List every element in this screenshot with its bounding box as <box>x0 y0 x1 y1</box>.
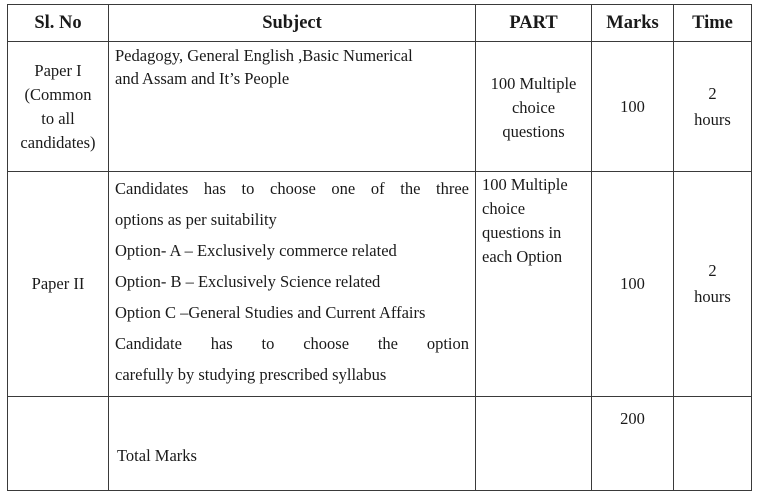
header-row <box>8 5 752 42</box>
cell-line: choice <box>482 199 526 218</box>
cell-line: Candidates has to choose one of the three <box>115 179 469 198</box>
cell-line: hours <box>694 287 731 306</box>
table-row-total <box>8 397 752 491</box>
cell-line: (Common <box>24 84 92 104</box>
cell-marks: 100 <box>592 42 674 172</box>
cell-line: to all <box>41 108 75 128</box>
cell-part <box>476 172 592 397</box>
header-time: Time <box>674 5 752 42</box>
cell-line: questions in <box>482 223 562 242</box>
table-row-paper-2 <box>8 172 752 397</box>
cell-line: Pedagogy, General English ,Basic Numerical <box>115 46 413 65</box>
cell-sl-no <box>8 397 109 491</box>
table-row-paper-1 <box>8 42 752 172</box>
cell-line: 100 Multiple <box>482 175 568 194</box>
cell-part <box>476 42 592 172</box>
exam-pattern-table <box>7 4 752 491</box>
cell-line: 100 Multiple <box>490 73 577 93</box>
cell-sl-no: Paper II <box>8 172 109 397</box>
cell-line: Option C –General Studies and Current Affairs <box>115 303 426 322</box>
header-sl-no: Sl. No <box>8 5 109 42</box>
cell-line: Candidate has to choose the option <box>115 334 469 353</box>
cell-line: questions <box>502 121 565 141</box>
cell-time <box>674 397 752 491</box>
cell-line: options as per suitability <box>115 210 277 229</box>
header-subject: Subject <box>109 5 476 42</box>
cell-subject <box>109 172 476 397</box>
cell-line: Option- A – Exclusively commerce related <box>115 241 397 260</box>
total-marks-label: Total Marks <box>109 397 476 491</box>
cell-marks: 100 <box>592 172 674 397</box>
cell-subject <box>109 42 476 172</box>
header-marks: Marks <box>592 5 674 42</box>
cell-line: hours <box>694 109 731 129</box>
header-part: PART <box>476 5 592 42</box>
cell-part <box>476 397 592 491</box>
cell-line: each Option <box>482 247 563 266</box>
cell-line: and Assam and It’s People <box>115 69 290 88</box>
cell-line: 2 <box>708 261 717 280</box>
cell-sl-no <box>8 42 109 172</box>
cell-line: candidates) <box>20 132 96 152</box>
cell-line: Paper I <box>34 60 82 80</box>
cell-line: carefully by studying prescribed syllabus <box>115 365 387 384</box>
cell-line: Option- B – Exclusively Science related <box>115 272 381 291</box>
cell-line: choice <box>511 97 556 117</box>
cell-time <box>674 42 752 172</box>
total-marks-value: 200 <box>592 397 674 491</box>
cell-line: 2 <box>708 83 717 103</box>
cell-time <box>674 172 752 397</box>
